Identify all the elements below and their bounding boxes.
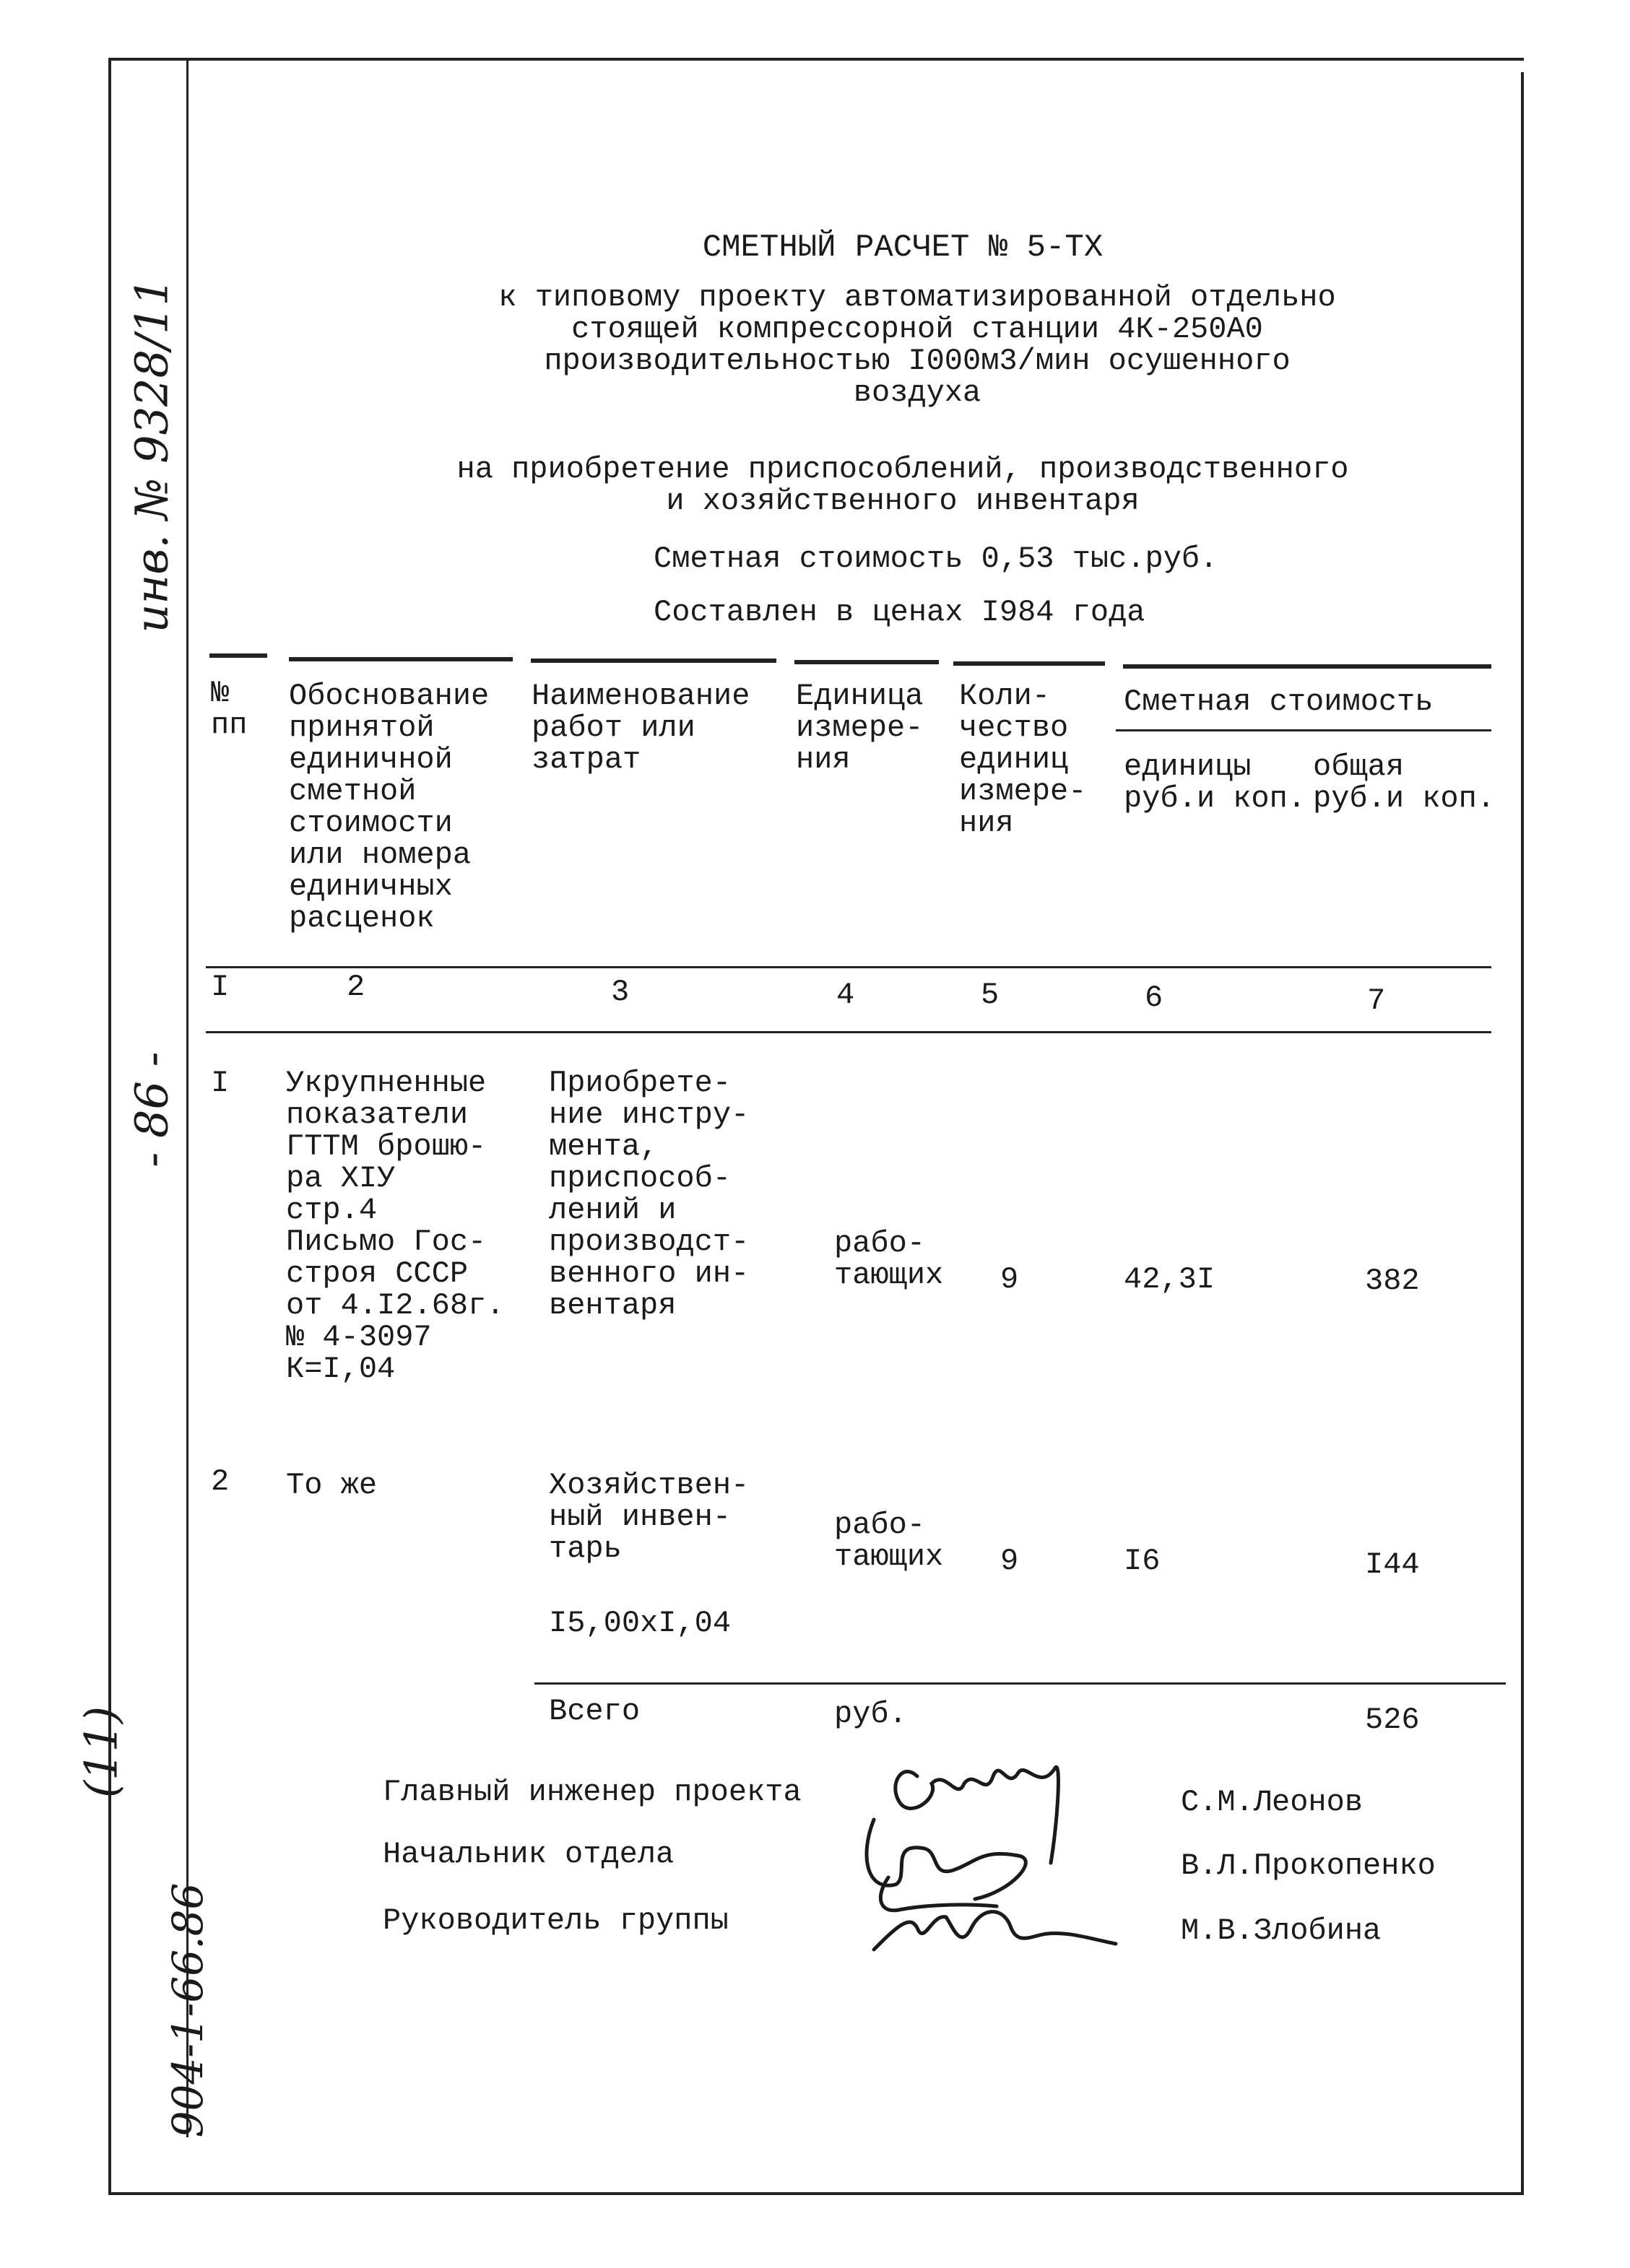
row-quantity: 9 [1000, 1544, 1019, 1578]
margin-strip-border [186, 58, 188, 2137]
signer-role: Начальник отдела [383, 1837, 675, 1872]
row-name: Хозяйствен- ный инвен- тарь [549, 1468, 750, 1566]
row-basis: То же [286, 1468, 378, 1503]
col-number: 5 [981, 978, 1000, 1012]
table-rule [1123, 664, 1491, 669]
page-number: - 86 - [125, 1051, 178, 1168]
purpose-line: и хозяйственного инвентаря [666, 484, 1140, 518]
row-quantity: 9 [1000, 1262, 1019, 1297]
row-unit: рабо- тающих [834, 1508, 944, 1574]
signer-name: М.В.Злобина [1181, 1913, 1382, 1948]
table-rule [953, 661, 1105, 666]
row-name: Приобрете- ние инстру- мента, приспособ- лений и производст- венного ин- вентаря [549, 1066, 750, 1323]
table-rule [206, 1031, 1491, 1033]
subtitle [404, 282, 1430, 409]
col-header-basis: Обоснование принятой единичной сметной стоимости или номера единичных расценок [289, 679, 490, 936]
frame-top-border [108, 58, 1524, 61]
table-rule [794, 660, 939, 664]
col-number: 4 [836, 978, 855, 1012]
part-number: (11) [74, 1706, 128, 1799]
row-total-cost: 382 [1365, 1264, 1420, 1298]
signer-role: Руководитель группы [383, 1903, 729, 1938]
row-number: 2 [211, 1464, 230, 1499]
col-number: 7 [1367, 983, 1386, 1018]
total-label: Всего [549, 1694, 641, 1729]
col-header-unit: Единица измере- ния [796, 679, 924, 777]
signer-name: С.М.Леонов [1181, 1785, 1364, 1820]
prices-year: Составлен в ценах I984 года [654, 595, 1145, 630]
document-title: СМЕТНЫЙ РАСЧЕТ № 5-ТХ [702, 230, 1104, 266]
subtitle-line: производительностью I000м3/мин осушенного [544, 344, 1291, 378]
table-rule [289, 657, 513, 661]
col-number: 6 [1145, 981, 1163, 1015]
col-number: 2 [347, 970, 365, 1004]
table-rule [206, 966, 1491, 968]
row-number: I [211, 1066, 230, 1100]
total-unit: руб. [834, 1697, 907, 1732]
frame-right-border [1521, 72, 1524, 2195]
purpose-line: на приобретение приспособлений, производственного [456, 452, 1349, 487]
col-header-number: № пп [211, 676, 248, 742]
purpose [376, 453, 1430, 517]
col-number: 3 [611, 975, 630, 1009]
handwritten-signatures [831, 1733, 1156, 1971]
subtitle-line: воздуха [853, 375, 981, 410]
col-header-total-cost: общая руб.и коп. [1313, 750, 1496, 816]
document-code: 904-1-66.86 [163, 1882, 212, 2138]
col-header-quantity: Коли- чество единиц измере- ния [959, 679, 1087, 840]
frame-left-border [108, 58, 111, 2195]
row-formula: I5,00хI,04 [549, 1606, 732, 1641]
row-unit-cost: 42,3I [1124, 1262, 1215, 1297]
signer-role: Главный инженер проекта [383, 1775, 802, 1809]
subtitle-line: стоящей компрессорной станции 4К-250А0 [571, 312, 1263, 347]
row-unit-cost: I6 [1124, 1544, 1161, 1578]
signer-name: В.Л.Прокопенко [1181, 1848, 1436, 1883]
row-basis: Укрупненные показатели ГТТМ брошю- ра XIУ стр.4 Письмо Гос- строя СССР от 4.I2.68г. № 4-3097 К=I,04 [286, 1066, 505, 1386]
table-rule [209, 653, 267, 658]
col-header-cost-group: Сметная стоимость [1124, 685, 1434, 719]
row-unit: рабо- тающих [834, 1226, 944, 1292]
col-header-unit-cost: единицы руб.и коп. [1124, 750, 1306, 816]
total-value: 526 [1365, 1703, 1420, 1737]
subtitle-line: к типовому проекту автоматизированной отдельно [498, 280, 1336, 315]
table-rule [531, 659, 776, 663]
col-number: I [211, 970, 230, 1004]
estimated-cost: Сметная стоимость 0,53 тыс.руб. [654, 542, 1218, 576]
col-header-name: Наименование работ или затрат [532, 679, 750, 777]
frame-bottom-border [108, 2192, 1524, 2195]
row-total-cost: I44 [1365, 1547, 1420, 1582]
table-rule [534, 1682, 1506, 1685]
inventory-number: инв. № 9328/11 [125, 277, 178, 633]
table-rule [1116, 729, 1491, 731]
